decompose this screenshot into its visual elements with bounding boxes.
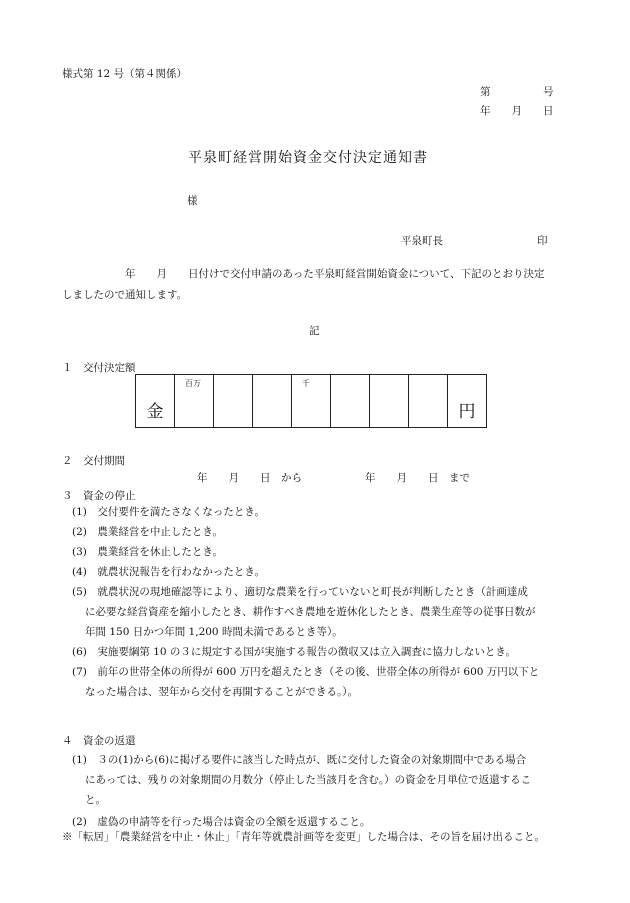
section-3-heading: ３ 資金の停止 [62, 490, 136, 502]
addressee-suffix: 様 [187, 195, 198, 207]
stop-condition-item [72, 662, 539, 702]
item-text: 虚偽の申請等を行った場合は資金の全額を返還すること。 [97, 816, 371, 828]
unit-million-label: 百万 [185, 379, 201, 388]
item-number: (5) [72, 586, 87, 598]
amount-digit-cell[interactable] [175, 375, 214, 428]
amount-digit-cell[interactable] [253, 375, 292, 428]
item-number: (6) [72, 646, 87, 658]
item-number: (2) [72, 526, 87, 538]
notification-note: ※「転居」「農業経営を中止・休止」「青年等就農計画等を変更」した場合は、その旨を届け出ること。 [62, 831, 545, 843]
item-number: (7) [72, 666, 87, 678]
stop-condition-item [72, 562, 265, 582]
grant-period: 年 月 日 から 年 月 日 まで [197, 472, 470, 484]
amount-digit-cell[interactable] [292, 375, 331, 428]
amount-prefix: 金 [146, 402, 164, 422]
item-number: (2) [72, 816, 87, 828]
item-text: 前年の世帯全体の所得が 600 万円を超えたとき（その後、世帯全体の所得が 600 万円以下と [97, 666, 540, 678]
document-number: 第 号 [480, 86, 554, 98]
item-text: 交付要件を満たさなくなったとき。 [97, 506, 265, 518]
body-text-line-1: 年 月 日付けで交付申請のあった平泉町経営開始資金について、下記のとおり決定 [62, 268, 545, 280]
amount-suffix-cell [448, 375, 487, 428]
item-text: 農業経営を休止したとき。 [97, 546, 223, 558]
amount-digit-cell[interactable] [331, 375, 370, 428]
item-number: (4) [72, 566, 87, 578]
amount-digit-cell[interactable] [214, 375, 253, 428]
stop-condition-item [72, 502, 265, 522]
item-number: (3) [72, 546, 87, 558]
item-text-continued: なった場合は、翌年から交付を再開することができる。）。 [85, 686, 358, 698]
stop-condition-item [72, 522, 223, 542]
item-text-continued: に必要な経営資産を縮小したとき、耕作すべき農地を遊休化したとき、農業生産等の従事日数が [85, 606, 536, 618]
section-1-heading: １ 交付決定額 [62, 362, 136, 374]
amount-suffix: 円 [458, 402, 476, 422]
item-text-continued: と。 [85, 794, 106, 806]
stop-condition-item [72, 542, 223, 562]
item-text-continued: 年間 150 日かつ年間 1,200 時間未満であるとき等）。 [85, 626, 343, 638]
ki-heading: 記 [309, 325, 320, 337]
section-2-heading: ２ 交付期間 [62, 455, 125, 467]
item-number: (1) [72, 506, 87, 518]
refund-condition-item [72, 750, 531, 810]
body-text-line-2: しましたので通知します。 [62, 289, 188, 301]
stop-condition-item [72, 582, 535, 642]
item-text: 就農状況の現地確認等により、適切な農業を行っていないと町長が判断したとき（計画達成 [97, 586, 528, 598]
item-text: 実施要綱第 10 の３に規定する国が実施する報告の徴収又は立入調査に協力しないとき。 [97, 646, 516, 658]
document-title: 平泉町経営開始資金交付決定通知書 [188, 150, 428, 166]
seal-mark: 印 [537, 235, 548, 247]
amount-digit-cell[interactable] [409, 375, 448, 428]
amount-prefix-cell [136, 375, 175, 428]
amount-table [135, 374, 487, 428]
item-text: 農業経営を中止したとき。 [97, 526, 223, 538]
item-text: 就農状況報告を行わなかったとき。 [97, 566, 265, 578]
stop-condition-item [72, 642, 516, 662]
item-text-continued: にあっては、残りの対象期間の月数分（停止した当該月を含む。）の資金を月単位で返還するこ [85, 774, 532, 786]
section-4-heading: ４ 資金の返還 [62, 735, 136, 747]
form-number: 様式第 12 号（第４関係） [62, 68, 188, 80]
amount-digit-cell[interactable] [370, 375, 409, 428]
issue-date: 年 月 日 [480, 105, 554, 117]
item-number: (1) [72, 754, 87, 766]
item-text: ３の(1)から(6)に掲げる要件に該当した時点が、既に交付した資金の対象期間中である場合 [97, 754, 527, 766]
unit-thousand-label: 千 [302, 379, 310, 388]
issuer-name: 平泉町長 [401, 235, 443, 247]
